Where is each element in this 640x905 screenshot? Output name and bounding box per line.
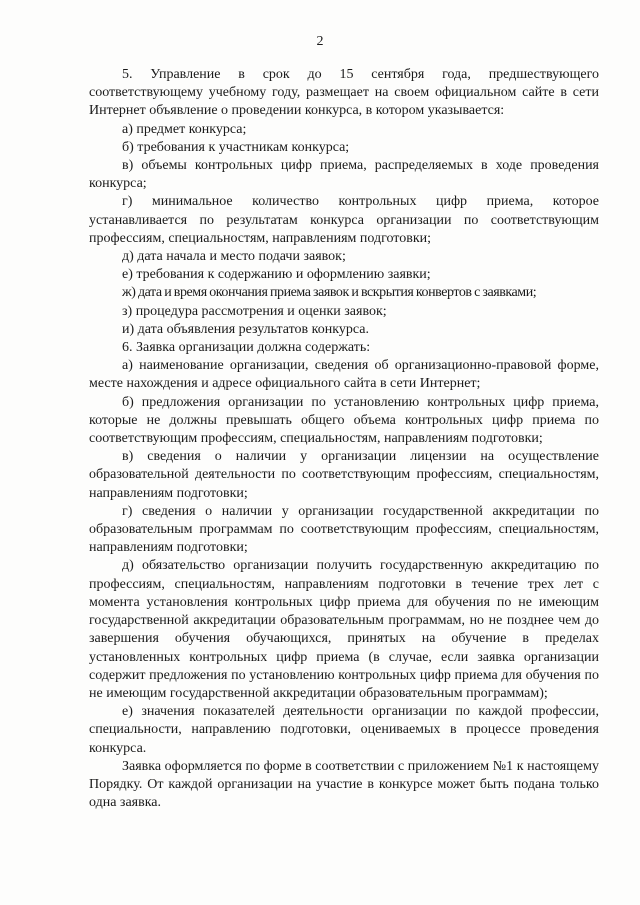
list-item-g-2: г) сведения о наличии у организации государственной аккредитации по образовательным программам по соответствующим профессиям, специальностям, направлениям подготовки; (89, 503, 599, 556)
list-item-e-2: е) значения показателей деятельности организации по каждой профессии, специальности, направлению подготовки, оцениваемых в процессе проведения конкурса. (89, 704, 599, 756)
list-item-z: з) процедура рассмотрения и оценки заявок; (122, 303, 387, 319)
list-item-a: а) предмет конкурса; (122, 121, 247, 137)
list-item-a-2: а) наименование организации, сведения об организационно-правовой форме, месте нахождения и адресе официального сайта в сети Интернет; (89, 358, 599, 392)
list-item-d-2: д) обязательство организации получить государственную аккредитацию по профессиям, специальностям, направлениям подготовки в течение трех лет с момента установления контрольных цифр приема для обучения по не имеющим государственной аккредитации образовательным программам, но не позднее чем до завершения обучения обучающихся, принятых на обучение в пределах установленных контрольных цифр приема (в случае, если заявка организации содержит предложения по установлению контрольных цифр приема для обучения по не имеющим государственной аккредитации образовательным программам); (89, 558, 599, 701)
list-item-v: в) объемы контрольных цифр приема, распределяемых в ходе проведения конкурса; (89, 158, 599, 192)
closing-paragraph: Заявка оформляется по форме в соответствии с приложением №1 к настоящему Порядку. От каждой организации на участие в конкурсе может быть подана только одна заявка. (89, 758, 599, 811)
paragraph-5: 5. Управление в срок до 15 сентября года, предшествующего соответствующему учебному году, размещает на своем официальном сайте в сети Интернет объявление о проведении конкурса, в котором указывается: (89, 67, 599, 119)
paragraph-6: 6. Заявка организации должна содержать: (122, 340, 371, 356)
list-item-b-2: б) предложения организации по установлению контрольных цифр приема, которые не должны превышать общего объема контрольных цифр приема по соответствующим профессиям, специальностям, направлениям подготовки; (89, 394, 599, 447)
list-item-v-2: в) сведения о наличии у организации лицензии на осуществление образовательной деятельности по соответствующим профессиям, специальностям, направлениям подготовки; (89, 449, 599, 501)
list-item-b: б) требования к участникам конкурса; (122, 139, 350, 155)
list-item-e: е) требования к содержанию и оформлению заявки; (122, 267, 431, 283)
list-item-i: и) дата объявления результатов конкурса. (122, 321, 369, 337)
page-number: 2 (316, 34, 324, 49)
list-item-zh: ж) дата и время окончания приема заявок и вскрытия конвертов с заявками; (122, 285, 537, 301)
list-item-g: г) минимальное количество контрольных цифр приема, которое устанавливается по результатам конкурса организации по соответствующим профессиям, специальностям, направлениям подготовки; (89, 194, 599, 246)
list-item-d: д) дата начала и место подачи заявок; (122, 249, 346, 265)
document-body (89, 66, 599, 812)
